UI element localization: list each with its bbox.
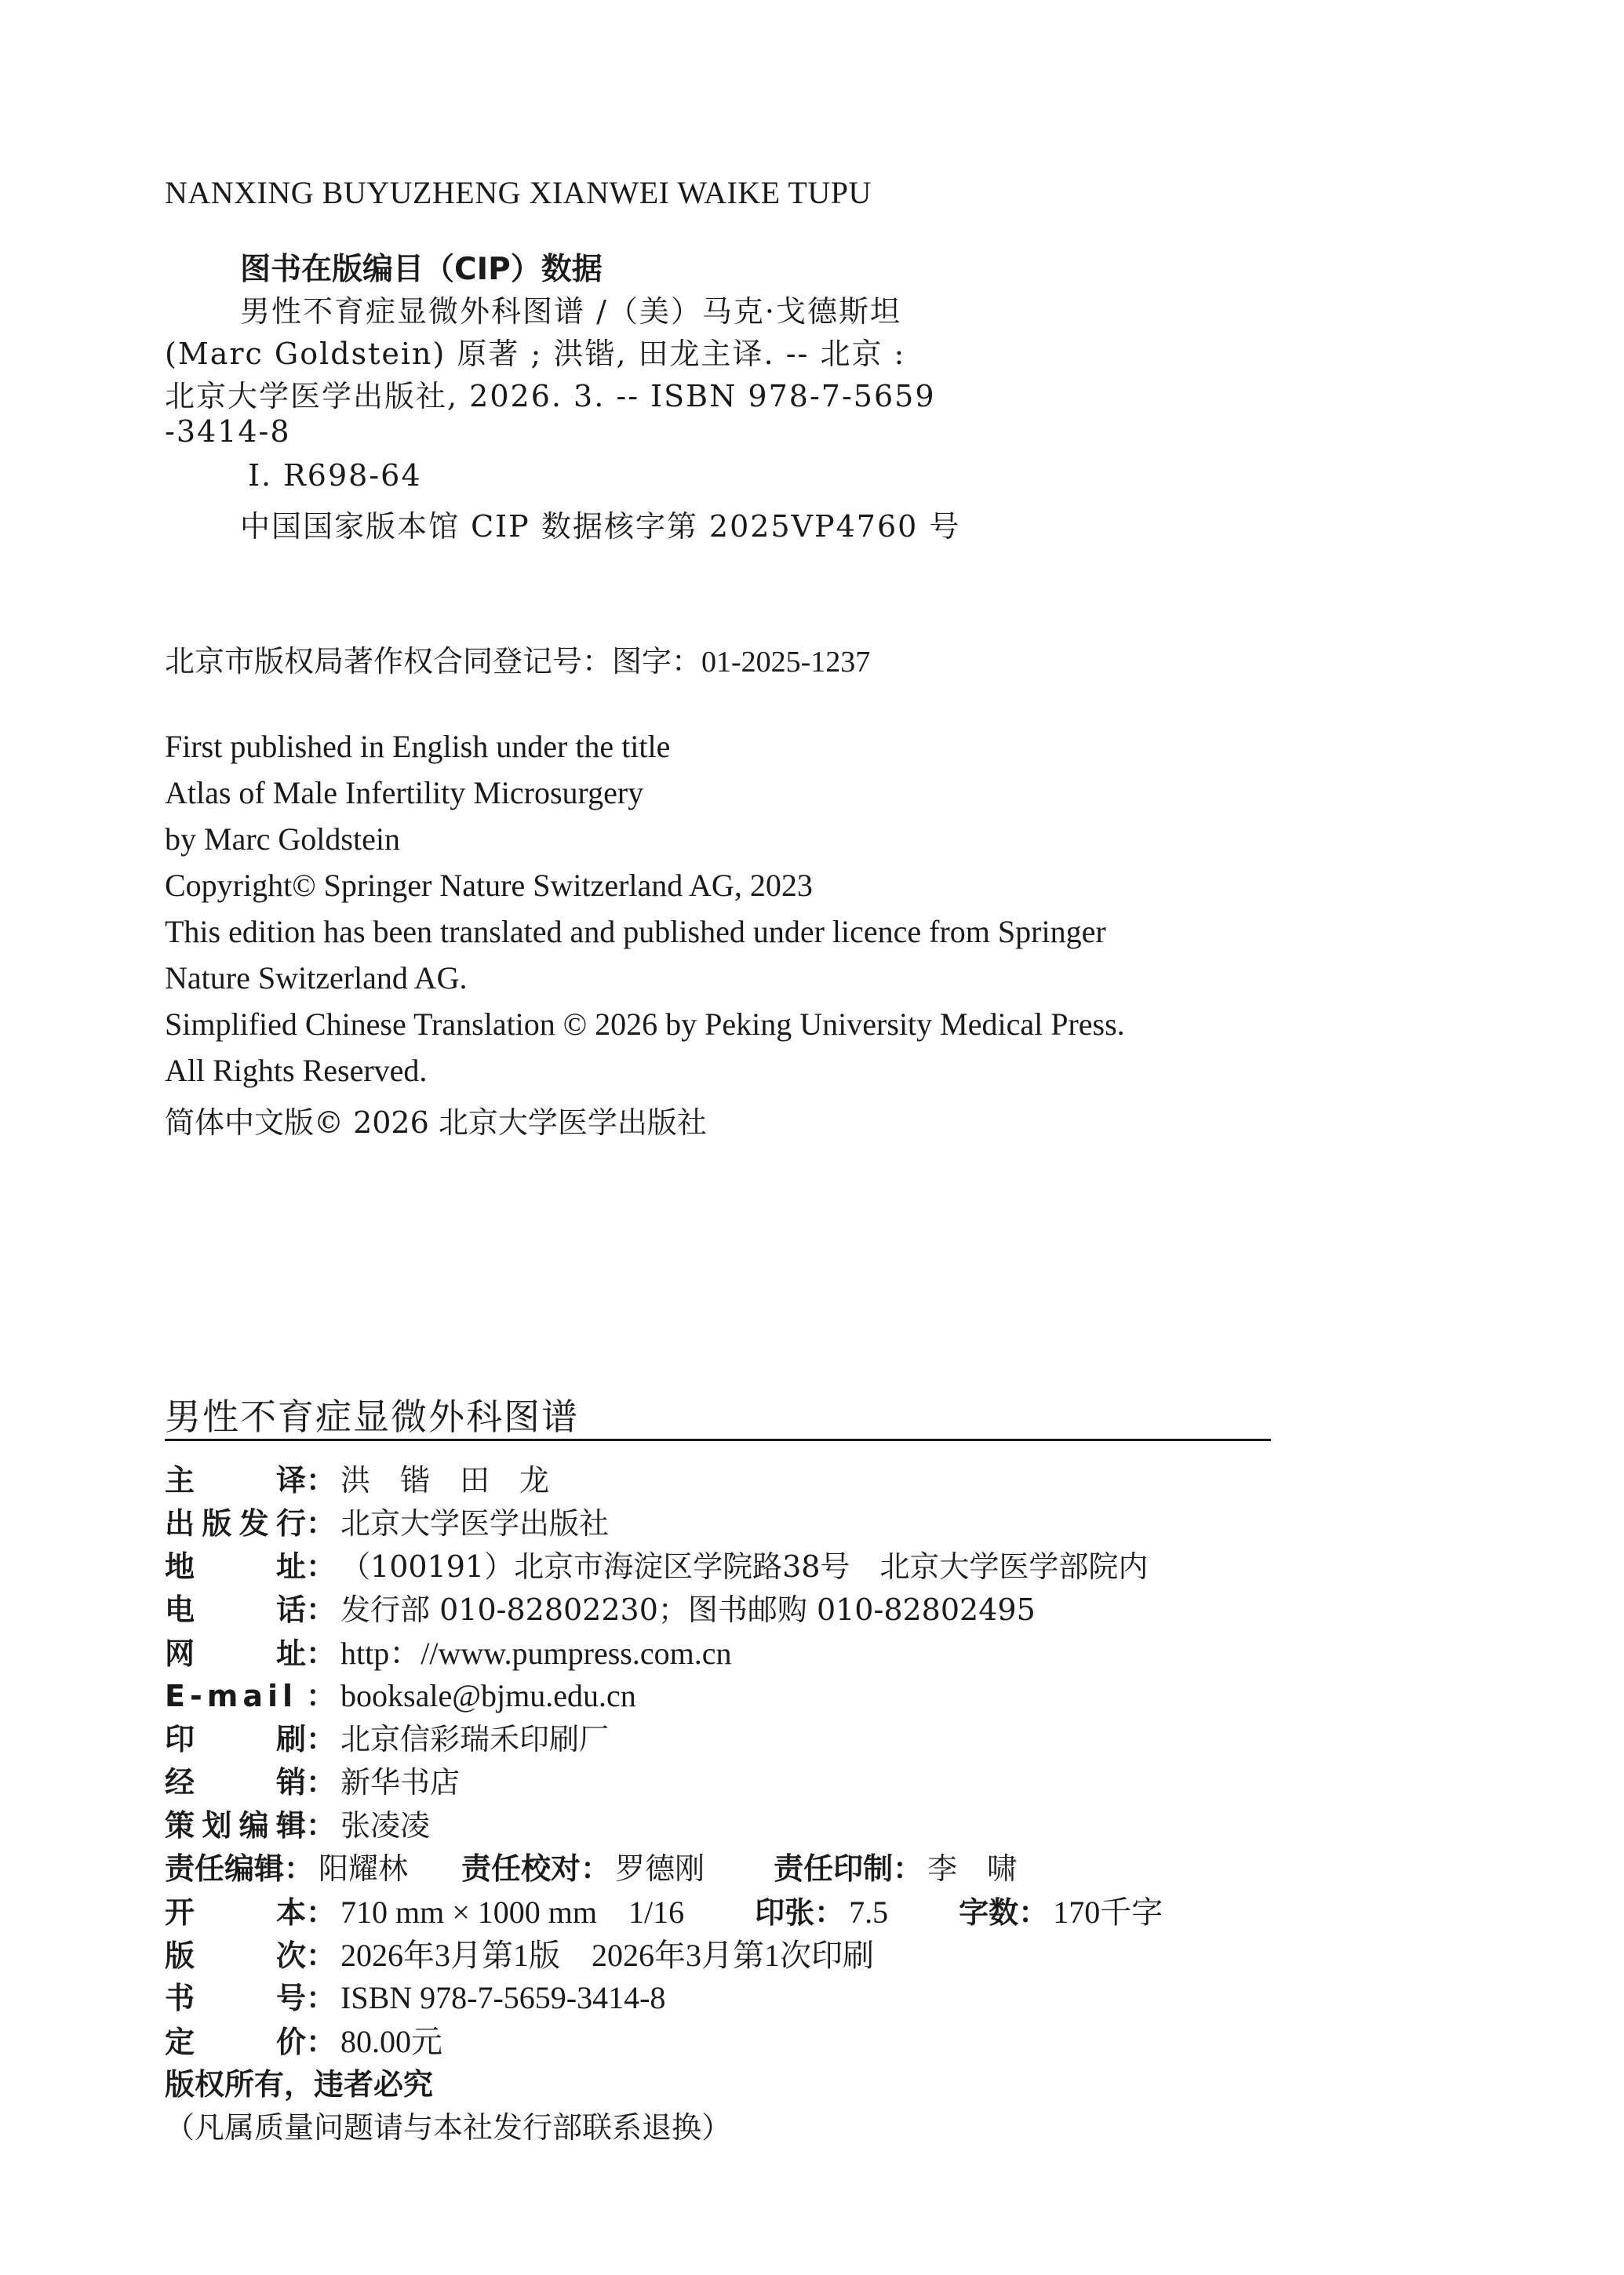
imprint-title: 男性不育症显微外科图谱: [165, 1396, 579, 1438]
imprint-value: 发行部 010-82802230；图书邮购 010-82802495: [340, 1592, 1036, 1627]
imprint-label: 责任校对: [461, 1851, 581, 1886]
imprint-label: 责任印制: [774, 1851, 894, 1886]
imprint-row-return: [165, 2103, 732, 2145]
imprint-value: 7.5: [849, 1895, 889, 1930]
imprint-label: 印 刷: [165, 1722, 306, 1756]
imprint-row-phone: 电 话 ： 发行部 010-82802230；图书邮购 010-82802495: [165, 1585, 1036, 1625]
imprint-label: 经 销: [165, 1765, 306, 1800]
imprint-label: 责任编辑: [165, 1851, 285, 1886]
cip-line-1: 男性不育症显微外科图谱 /（美）马克·戈德斯坦: [240, 294, 901, 329]
imprint-rule: [165, 1439, 1271, 1441]
imprint-value: 新华书店: [340, 1765, 461, 1800]
english-notice-line: Atlas of Male Infertility Microsurgery: [165, 775, 644, 810]
cip-line-3: 北京大学医学出版社, 2026. 3. -- ISBN 978-7-5659: [165, 379, 936, 413]
imprint-label: 策 划 编 辑: [165, 1808, 306, 1843]
english-notice-line: Copyright© Springer Nature Switzerland AG, 2023: [165, 868, 813, 903]
pinyin-title: NANXING BUYUZHENG XIANWEI WAIKE TUPU: [165, 175, 872, 210]
english-notice-line: First published in English under the title: [165, 729, 671, 764]
imprint-label: 出 版 发 行: [165, 1506, 306, 1541]
english-notice-line: This edition has been translated and published under licence from Springer: [165, 914, 1106, 949]
imprint-label: 开 本: [165, 1895, 306, 1930]
imprint-row-publisher: 出 版 发 行 ： 北京大学医学出版社: [165, 1499, 609, 1538]
imprint-value: 2026年3月第1版 2026年3月第1次印刷: [340, 1938, 875, 1973]
imprint-value: 洪 锴 田 龙: [340, 1463, 550, 1498]
imprint-label: 书 号: [165, 1981, 306, 2015]
imprint-label: E-mail: [165, 1679, 298, 1713]
cip-classification: Ⅰ. R698-64: [248, 458, 422, 493]
imprint-row-isbn: 书 号 ： ISBN 978-7-5659-3414-8: [165, 1974, 665, 2013]
imprint-row-distributor: 经 销 ： 新华书店: [165, 1758, 460, 1797]
copyright-registration: 北京市版权局著作权合同登记号：图字：01-2025-1237: [165, 646, 871, 679]
imprint-label: 网 址: [165, 1636, 306, 1671]
imprint-label: 定 价: [165, 2025, 306, 2059]
imprint-row-website: 网 址 ： http：//www.pumpress.com.cn: [165, 1629, 731, 1668]
imprint-value: 710 mm × 1000 mm 1/16: [340, 1895, 685, 1930]
imprint-value: 170千字: [1053, 1895, 1163, 1930]
cip-line-2: (Marc Goldstein) 原著 ; 洪锴, 田龙主译. -- 北京 :: [165, 337, 906, 371]
cip-heading: 图书在版编目（CIP）数据: [240, 252, 603, 287]
imprint-row-planning-editor: 策 划 编 辑 ： 张凌凌: [165, 1801, 430, 1840]
imprint-row-editors: 责任编辑 ： 阳耀林 责任校对 ： 罗德刚 责任印制 ： 李 啸: [165, 1844, 1017, 1884]
imprint-label: 地 址: [165, 1549, 306, 1584]
english-notice-line: Nature Switzerland AG.: [165, 960, 468, 996]
imprint-value: ISBN 978-7-5659-3414-8: [340, 1980, 666, 2015]
imprint-value: （100191）北京市海淀区学院路38号 北京大学医学部院内: [340, 1549, 1149, 1584]
imprint-label: 版 次: [165, 1938, 306, 1973]
english-notice-line: All Rights Reserved.: [165, 1053, 428, 1088]
imprint-row-address: 地 址 ： （100191）北京市海淀区学院路38号 北京大学医学部院内: [165, 1542, 1148, 1582]
imprint-value: http：//www.pumpress.com.cn: [340, 1636, 732, 1671]
imprint-label: 电 话: [165, 1592, 306, 1627]
imprint-row-printer: 印 刷 ： 北京信彩瑞禾印刷厂: [165, 1715, 609, 1754]
english-notice-line: by Marc Goldstein: [165, 821, 400, 857]
imprint-row-edition: 版 次 ： 2026年3月第1版 2026年3月第1次印刷: [165, 1931, 874, 1970]
imprint-value: 李 啸: [927, 1851, 1018, 1886]
rights-notice: 版权所有，违者必究: [165, 2067, 434, 2102]
cip-line-4: -3414-8: [165, 414, 291, 449]
imprint-value: 阳耀林: [319, 1851, 409, 1886]
imprint-row-email: E-mail ： booksale@bjmu.edu.cn: [165, 1678, 636, 1713]
cip-verification: 中国国家版本馆 CIP 数据核字第 2025VP4760 号: [240, 509, 961, 544]
imprint-value: 北京大学医学出版社: [340, 1506, 610, 1541]
english-notice-line: Simplified Chinese Translation © 2026 by Peking University Medical Press.: [165, 1006, 1125, 1042]
return-notice: （凡属质量问题请与本社发行部联系退换）: [165, 2110, 732, 2145]
imprint-value: 罗德刚: [615, 1851, 705, 1886]
english-notice-line: 简体中文版© 2026 北京大学医学出版社: [165, 1105, 707, 1140]
imprint-row-price: 定 价 ： 80.00元: [165, 2017, 442, 2056]
imprint-value: booksale@bjmu.edu.cn: [340, 1678, 636, 1713]
imprint-value: 北京信彩瑞禾印刷厂: [340, 1722, 610, 1756]
imprint-label: 字数: [959, 1895, 1019, 1930]
imprint-row-format: 开 本 ： 710 mm × 1000 mm 1/16 印张 ： 7.5 字数 ： 170千字: [165, 1887, 1163, 1927]
imprint-row-rights: [165, 2060, 434, 2102]
imprint-value: 张凌凌: [340, 1808, 431, 1843]
imprint-label: 印张: [755, 1895, 815, 1930]
imprint-label: 主 译: [165, 1463, 306, 1498]
imprint-row-chief-translator: 主 译 ： 洪 锴 田 龙: [165, 1456, 549, 1495]
imprint-value: 80.00元: [340, 2024, 443, 2059]
